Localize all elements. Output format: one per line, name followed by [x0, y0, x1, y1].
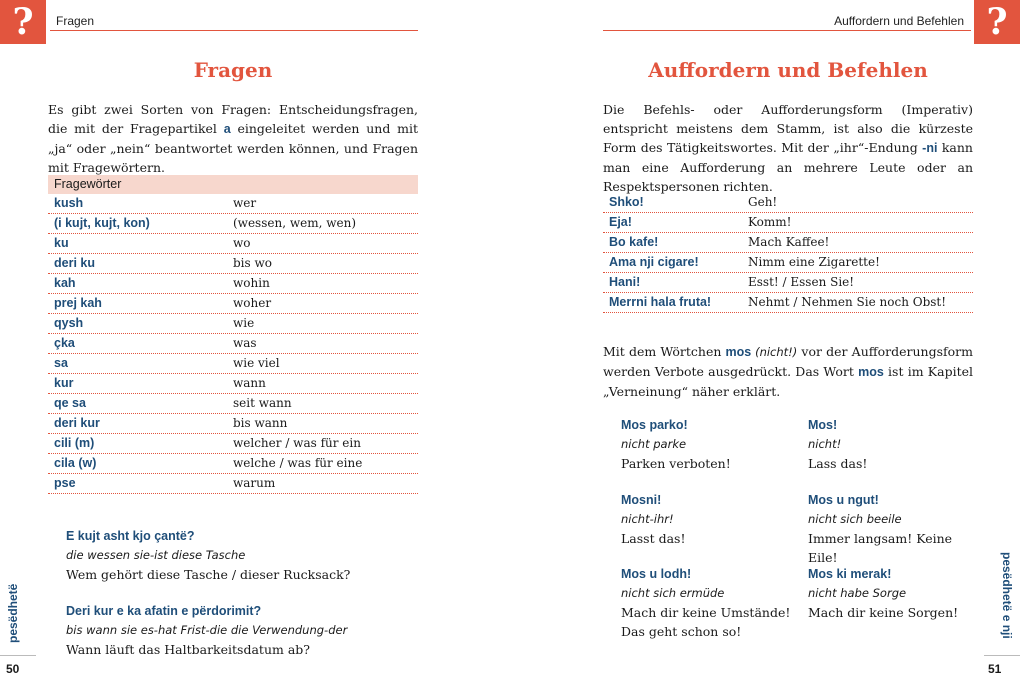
table-row: Bo kafe! Mach Kaffee!: [603, 233, 973, 253]
example-block: Mos u lodh! nicht sich ermüde Mach dir keine Umstände! Das geht schon so!: [621, 567, 791, 639]
table-row: sa wie viel: [48, 354, 418, 374]
table-row: kush wer: [48, 194, 418, 214]
page-title-right: Auffordern und Befehlen: [648, 58, 928, 82]
table-row: çka was: [48, 334, 418, 354]
table-row: cila (w) welche / was für eine: [48, 454, 418, 474]
page-number-right: 51: [988, 662, 1002, 676]
table-row: kah wohin: [48, 274, 418, 294]
running-head-right: Auffordern und Befehlen: [834, 14, 964, 28]
table-row: Shko! Geh!: [603, 193, 973, 213]
page-title-left: Fragen: [193, 58, 273, 82]
table-row: ku wo: [48, 234, 418, 254]
question-words-table: [48, 175, 418, 494]
header-rule-right: [603, 30, 971, 31]
table-row: prej kah woher: [48, 294, 418, 314]
table-row: deri kur bis wann: [48, 414, 418, 434]
table-row: qysh wie: [48, 314, 418, 334]
table-row: pse warum: [48, 474, 418, 494]
header-rule-left: [50, 30, 418, 31]
example-block: Mos! nicht! Lass das!: [808, 418, 868, 471]
question-mark-icon: ?: [974, 0, 1020, 44]
mos-paragraph: Mit dem Wörtchen mos (nicht!) vor der Aufforderungsform werden Verbote ausgedrückt. Das Wort mos ist im Kapitel „Verneinung“ näher erklärt.: [603, 344, 973, 399]
table-row: Merrni hala fruta! Nehmt / Nehmen Sie noch Obst!: [603, 293, 973, 313]
example-block: Mos parko! nicht parke Parken verboten!: [621, 418, 731, 471]
example-block: Mosni! nicht-ihr! Lasst das!: [621, 493, 686, 546]
table-row: qe sa seit wann: [48, 394, 418, 414]
table-row: (i kujt, kujt, kon) (wessen, wem, wen): [48, 214, 418, 234]
table-row: deri ku bis wo: [48, 254, 418, 274]
imperative-table: [603, 193, 973, 313]
table-row: cili (m) welcher / was für ein: [48, 434, 418, 454]
example-block: Mos u ngut! nicht sich beeile Immer langsam! Keine Eile!: [808, 493, 953, 565]
table-header: Fragewörter: [48, 175, 418, 194]
table-row: Ama nji cigare! Nimm eine Zigarette!: [603, 253, 973, 273]
example-block: Mos ki merak! nicht habe Sorge Mach dir keine Sorgen!: [808, 567, 959, 620]
question-mark-icon: ?: [0, 0, 46, 44]
running-head-left: Fragen: [56, 14, 95, 28]
table-row: Eja! Komm!: [603, 213, 973, 233]
side-label-left: pesëdhetë: [6, 583, 20, 643]
example-block: E kujt asht kjo çantë? die wessen sie-ist diese Tasche Wem gehört diese Tasche / dieser Rucksack?: [66, 529, 351, 582]
footer-rule-left: [0, 655, 36, 656]
footer-rule-right: [984, 655, 1020, 656]
example-block: Deri kur e ka afatin e përdorimit? bis wann sie es-hat Frist-die die Verwendung-der Wann läuft das Haltbarkeitsdatum ab?: [66, 604, 348, 657]
intro-paragraph-right: Die Befehls- oder Aufforderungsform (Imperativ) entspricht meistens dem Stamm, ist also die kürzeste Form des Tätigkeitswortes. Mit der „ihr“-Endung -ni kann man eine Aufforderung an mehrere Leute oder an Respektspersonen richten.: [603, 102, 973, 194]
intro-paragraph-left: Es gibt zwei Sorten von Fragen: Entscheidungsfragen, die mit der Fragepartikel a eingeleitet werden und mit „ja“ oder „nein“ beantwortet werden können, und Fragen mit Fragewörtern.: [48, 102, 418, 175]
side-label-right: pesëdhetë e nji: [1000, 552, 1014, 639]
table-row: Hani! Esst! / Essen Sie!: [603, 273, 973, 293]
page-number-left: 50: [6, 662, 20, 676]
table-row: kur wann: [48, 374, 418, 394]
